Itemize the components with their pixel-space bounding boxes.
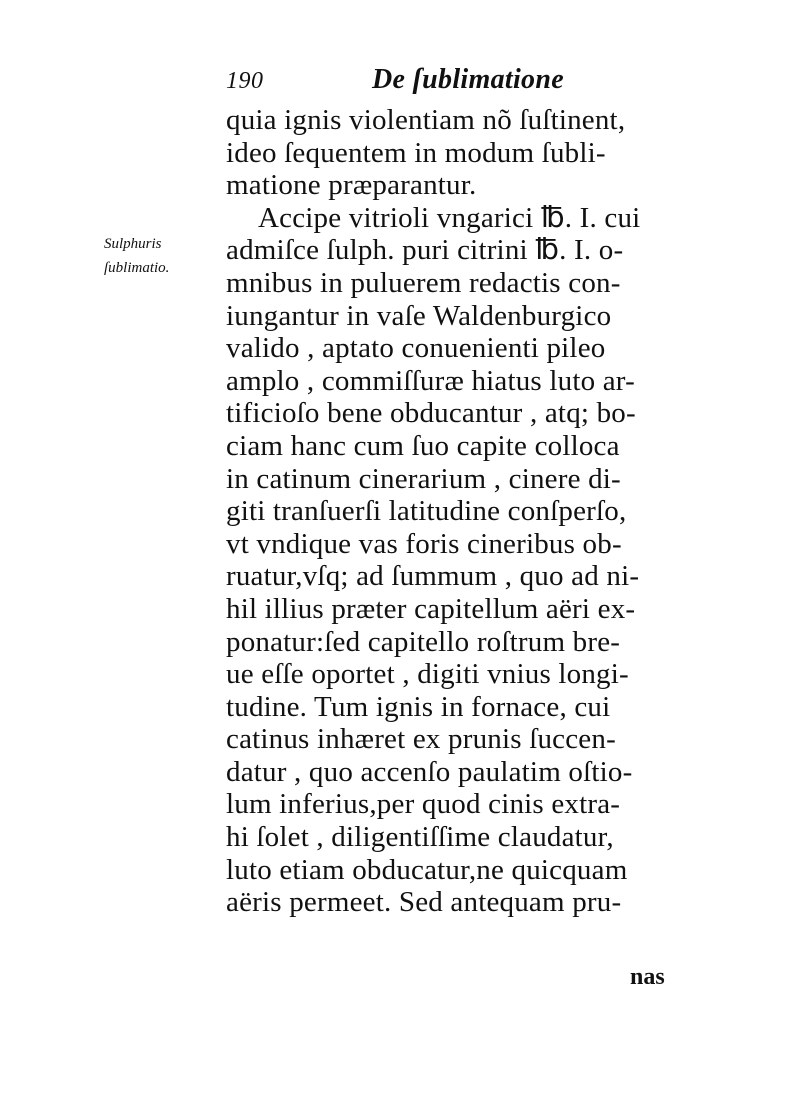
text-line: ideo ſequentem in modum ſubli- — [226, 136, 606, 169]
text-line: in catinum cinerarium , cinere di- — [226, 462, 621, 495]
text-line: admiſce ſulph. puri citrini ℔. I. o- — [226, 234, 624, 267]
text-line: lum inferius,per quod cinis extra- — [226, 788, 621, 821]
text-line: valido , aptato conuenienti pileo — [226, 332, 606, 365]
text-line: Accipe vitrioli vngarici ℔. I. cui — [258, 201, 641, 234]
marginal-note-line: Sulphuris — [104, 236, 162, 252]
text-line: catinus inhæret ex prunis ſuccen- — [226, 723, 616, 756]
text-line: quia ignis violentiam nõ ſuſtinent, — [226, 104, 626, 136]
running-head — [0, 60, 800, 104]
text-line: ponatur:ſed capitello roſtrum bre- — [226, 625, 621, 658]
catchword: nas — [630, 964, 665, 990]
text-line: tudine. Tum ignis in fornace, cui — [226, 690, 611, 723]
text-line: vt vndique vas foris cineribus ob- — [226, 527, 622, 560]
text-line: matione præparantur. — [226, 169, 477, 202]
text-line: hi ſolet , diligentiſſime claudatur, — [226, 821, 614, 854]
page-number: 190 — [226, 68, 264, 94]
text-line: ue eſſe oportet , digiti vnius longi- — [226, 658, 629, 691]
text-line: amplo , commiſſuræ hiatus luto ar- — [226, 364, 635, 397]
text-line: mnibus in puluerem redactis con- — [226, 266, 621, 299]
marginal-note-line: ſublimatio. — [104, 260, 170, 276]
text-line: hil illius præter capitellum aëri ex- — [226, 592, 636, 625]
text-line: iungantur in vaſe Waldenburgico — [226, 299, 612, 332]
text-line: ruatur,vſq; ad ſummum , quo ad ni- — [226, 560, 640, 593]
text-line: datur , quo accenſo paulatim oſtio- — [226, 755, 633, 788]
marginal-note — [104, 232, 224, 280]
text-line: luto etiam obducatur,ne quicquam — [226, 853, 628, 886]
text-line: tificioſo bene obducantur , atq; bo- — [226, 397, 636, 430]
text-line: giti tranſuerſi latitudine conſperſo, — [226, 495, 627, 528]
body-text — [226, 104, 686, 919]
text-line: ciam hanc cum ſuo capite colloca — [226, 429, 620, 462]
running-title: De ſublimatione — [372, 64, 564, 95]
text-line: aëris permeet. Sed antequam pru- — [226, 886, 622, 919]
